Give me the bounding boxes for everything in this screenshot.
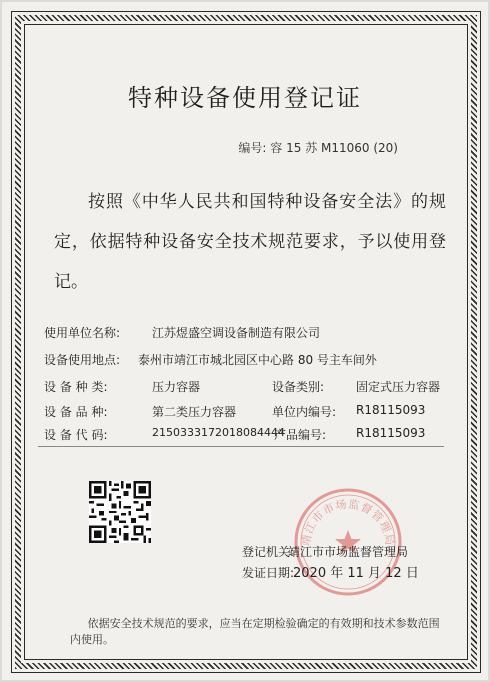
certificate-paper <box>2 2 488 680</box>
cert-no-value: 容 15 苏 M11060 (20) <box>270 141 398 155</box>
product-number-value: R18115093 <box>356 426 426 440</box>
issue-date-value: 2020 年 11 月 12 日 <box>293 566 419 581</box>
unit-value: 江苏煜盛空调设备制造有限公司 <box>152 326 321 340</box>
device-category-value: 固定式压力容器 <box>356 380 441 394</box>
location-value: 泰州市靖江市城北园区中心路 80 号主车间外 <box>138 353 377 367</box>
svg-text:靖江市市场监督管理局: 靖江市市场监督管理局 <box>299 497 397 547</box>
official-seal-icon <box>292 486 404 598</box>
cert-no-label: 编号: <box>238 141 267 155</box>
device-code-value: 2150333172018084444 <box>152 426 285 439</box>
registrar-label: 登记机关: <box>242 545 295 559</box>
registrar-value: 靖江市市场监督管理局 <box>288 545 409 559</box>
device-variety-label: 设 备 品 种: <box>44 405 108 419</box>
certificate-statement: 按照《中华人民共和国特种设备安全法》的规定，依据特种设备安全技术规范要求，予以使用登记。 <box>54 192 446 292</box>
divider-line <box>38 446 444 447</box>
device-type-label: 设 备 种 类: <box>44 380 108 394</box>
certificate-number <box>238 139 398 156</box>
location-label: 设备使用地点: <box>44 353 121 367</box>
product-number-label: 产品编号: <box>274 428 327 442</box>
unit-label: 使用单位名称: <box>44 326 121 340</box>
certificate-title: 特种设备使用登记证 <box>128 84 362 112</box>
footer-note: 依据安全技术规范的要求，应当在定期检验确定的有效期和技术参数范围内使用。 <box>70 617 440 646</box>
device-category-label: 设备类别: <box>272 380 325 394</box>
issue-date-label: 发证日期: <box>242 566 295 580</box>
device-type-value: 压力容器 <box>152 380 201 394</box>
unit-number-label: 单位内编号: <box>272 405 337 419</box>
device-variety-value: 第二类压力容器 <box>152 405 237 419</box>
qr-code-icon <box>89 481 151 543</box>
unit-number-value: R18115093 <box>356 403 426 417</box>
device-code-label: 设 备 代 码: <box>44 428 108 442</box>
